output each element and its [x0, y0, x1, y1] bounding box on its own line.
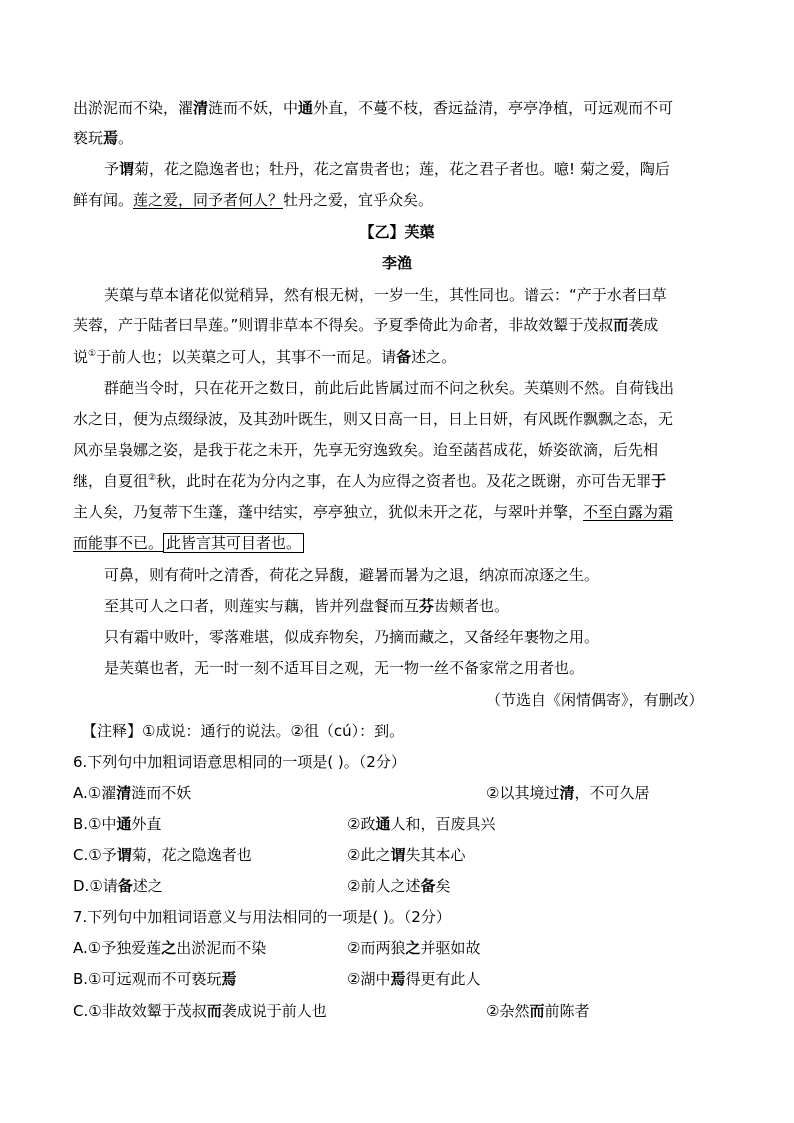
yi-line-10: 可鼻，则有荷叶之清香，荷花之异馥，避暑而暑为之退，纳凉而凉逐之生。	[104, 566, 600, 584]
text-span: 继，自夏徂	[73, 472, 149, 490]
text-span: 出淤泥而不染，濯	[73, 99, 194, 117]
bold-word: 而	[206, 1002, 222, 1020]
text-span: ②此之	[347, 846, 391, 864]
bold-word: 通	[298, 99, 314, 117]
text-span: 并驱如故	[420, 939, 481, 957]
text-span: ②前人之述	[347, 877, 421, 895]
question-7-stem: 7.下列句中加粗词语意义与用法相同的一项是( )。（2分）	[73, 908, 451, 926]
text-span: ②政	[347, 815, 376, 833]
bold-word: 清	[116, 784, 132, 802]
bold-word: 谓	[116, 846, 132, 864]
text-span: 涟而不妖，中	[208, 99, 299, 117]
q6-option-b	[73, 814, 162, 834]
text-span: 述之。	[411, 348, 457, 366]
q6-option-c-second	[347, 845, 465, 865]
bold-word: 焉	[221, 970, 237, 988]
boxed-sentence: 此皆言其可目者也。	[163, 533, 304, 553]
text-span: 矣	[435, 877, 451, 895]
text-span: 菊，花之隐逸者也	[131, 846, 252, 864]
q6-option-d	[73, 876, 163, 896]
q7-option-a	[73, 938, 266, 958]
jia-line-2	[73, 128, 133, 148]
text-span: 得更有此人	[405, 970, 481, 988]
footnote-marker: ②	[148, 473, 157, 483]
bold-word: 之	[161, 939, 177, 957]
text-span: C.①予	[73, 846, 117, 864]
bold-word: 焉	[390, 970, 406, 988]
source-citation: （节选自《闲情偶寄》，有删改）	[486, 691, 704, 709]
text-span: ，不可久居	[574, 784, 650, 802]
bold-word: 清	[193, 99, 209, 117]
text-span: A.①予独爱莲	[73, 939, 162, 957]
bold-word: 而	[613, 316, 629, 334]
bold-word: 于	[651, 472, 667, 490]
text-span: 芙蓉，产于陆者曰旱莲。”则谓非草本不得矣。予夏季倚此为命者，非故效颦于茂叔	[73, 316, 614, 334]
passage-yi-author: 李渔	[381, 254, 412, 272]
text-span: 于前人也；以芙蕖之可人，其事不一而足。请	[96, 348, 397, 366]
text-span: 涟而不妖	[131, 784, 192, 802]
text-span: 人和，百废具兴	[390, 815, 496, 833]
bold-word: 而	[529, 1002, 545, 1020]
bold-word: 备	[117, 877, 133, 895]
text-span: 齿颊者也。	[434, 597, 510, 615]
bold-word: 焉	[103, 129, 119, 147]
text-span: C.①非故效颦于茂叔	[73, 1002, 207, 1020]
yi-line-1: 芙蕖与草本诸花似觉稍异，然有根无树，一岁一生，其性同也。谱云：“产于水者曰草	[104, 286, 667, 304]
q7-option-b-second	[347, 969, 480, 989]
jia-line-3	[104, 159, 670, 179]
text-span: ②杂然	[486, 1002, 530, 1020]
q7-option-c-second	[486, 1001, 589, 1021]
bold-word: 通	[116, 815, 132, 833]
text-span: 前陈者	[544, 1002, 590, 1020]
q7-option-b	[73, 969, 237, 989]
text-span: 袭成说于前人也	[221, 1002, 327, 1020]
bold-word: 清	[559, 784, 575, 802]
text-span: ②湖中	[347, 970, 391, 988]
yi-line-2	[73, 315, 658, 335]
text-span: D.①请	[73, 877, 118, 895]
text-span: 牡丹之爱，宜乎众矣。	[283, 191, 434, 209]
text-span: 述之	[132, 877, 163, 895]
yi-line-4: 群葩当令时，只在花开之数日，前此后此皆属过而不问之秋矣。芙蕖则不然。自荷钱出	[104, 379, 675, 397]
yi-line-8	[73, 502, 673, 522]
yi-line-13: 是芙蕖也者，无一时一刻不适耳目之观，无一物一丝不备家常之用者也。	[104, 659, 585, 677]
text-span: 菊，花之隐逸者也；牡丹，花之富贵者也；莲，花之君子者也。噫! 菊之爱，陶后	[134, 160, 670, 178]
annotation-note: 【注释】①成说：通行的说法。②徂（cú）：到。	[82, 722, 405, 740]
text-span: 鲜有闻。	[73, 191, 134, 209]
text-span: 外直	[131, 815, 162, 833]
bold-word: 备	[396, 348, 412, 366]
text-span: 失其本心	[405, 846, 466, 864]
text-span: ②而两狼	[347, 939, 406, 957]
yi-line-5: 水之日，便为点缀绿波，及其劲叶既生，则又日高一日，日上日妍，有风既作飘飘之态，无	[73, 410, 674, 428]
bold-word: 芬	[419, 597, 435, 615]
text-span: 出淤泥而不染	[176, 939, 267, 957]
text-span: A.①濯	[73, 784, 117, 802]
yi-line-7	[73, 471, 666, 491]
text-span: 袭成	[628, 316, 659, 334]
text-span: 外直，不蔓不枝，香远益清，亭亭净植，可远观而不可	[313, 99, 674, 117]
text-span: ②以其境过	[486, 784, 560, 802]
yi-line-9	[73, 533, 304, 553]
q6-option-a	[73, 783, 191, 803]
passage-yi-title: 【乙】芙蕖	[359, 223, 435, 241]
yi-line-3	[73, 347, 456, 367]
question-6-stem: 6.下列句中加粗词语意思相同的一项是( )。（2分）	[73, 753, 406, 771]
bold-word: 之	[405, 939, 421, 957]
yi-line-12: 只有霜中败叶，零落难堪，似成弃物矣，乃摘而藏之，又备经年裹物之用。	[104, 628, 600, 646]
text-span: 主人矣，乃复蒂下生蓬，蓬中结实，亭亭独立，犹似未开之花，与翠叶并擎，	[73, 503, 584, 521]
text-span: 说	[73, 348, 89, 366]
q7-option-c	[73, 1001, 327, 1021]
text-span: 秋，此时在花为分内之事，在人为应得之资者也。及花之既谢，亦可告无罪	[156, 472, 652, 490]
footnote-marker: ①	[88, 349, 97, 359]
jia-line-1	[73, 98, 673, 118]
q7-option-a-second	[347, 938, 480, 958]
q6-option-d-second	[347, 876, 450, 896]
text-span: 至其可人之口者，则莲实与藕，皆并列盘餐而互	[104, 597, 420, 615]
bold-word: 备	[420, 877, 436, 895]
q6-option-a-second	[486, 783, 649, 803]
underlined-sentence: 莲之爱，同予者何人？	[133, 191, 284, 209]
text-span: 亵玩	[73, 129, 104, 147]
yi-line-6: 风亦呈袅娜之姿，是我于花之未开，先享无穷逸致矣。迨至菡萏成花，娇姿欲滴，后先相	[73, 441, 659, 459]
yi-line-11	[104, 596, 509, 616]
q6-option-c	[73, 845, 252, 865]
text-span: 予	[104, 160, 120, 178]
underlined-sentence: 而能事不已。	[73, 534, 164, 552]
q6-option-b-second	[347, 814, 495, 834]
text-span: B.①可远观而不可亵玩	[73, 970, 222, 988]
jia-line-4	[73, 190, 433, 210]
bold-word: 谓	[119, 160, 135, 178]
text-span: 。	[118, 129, 134, 147]
bold-word: 谓	[390, 846, 406, 864]
bold-word: 通	[375, 815, 391, 833]
text-span: B.①中	[73, 815, 117, 833]
underlined-sentence: 不至白露为霜	[583, 503, 674, 521]
